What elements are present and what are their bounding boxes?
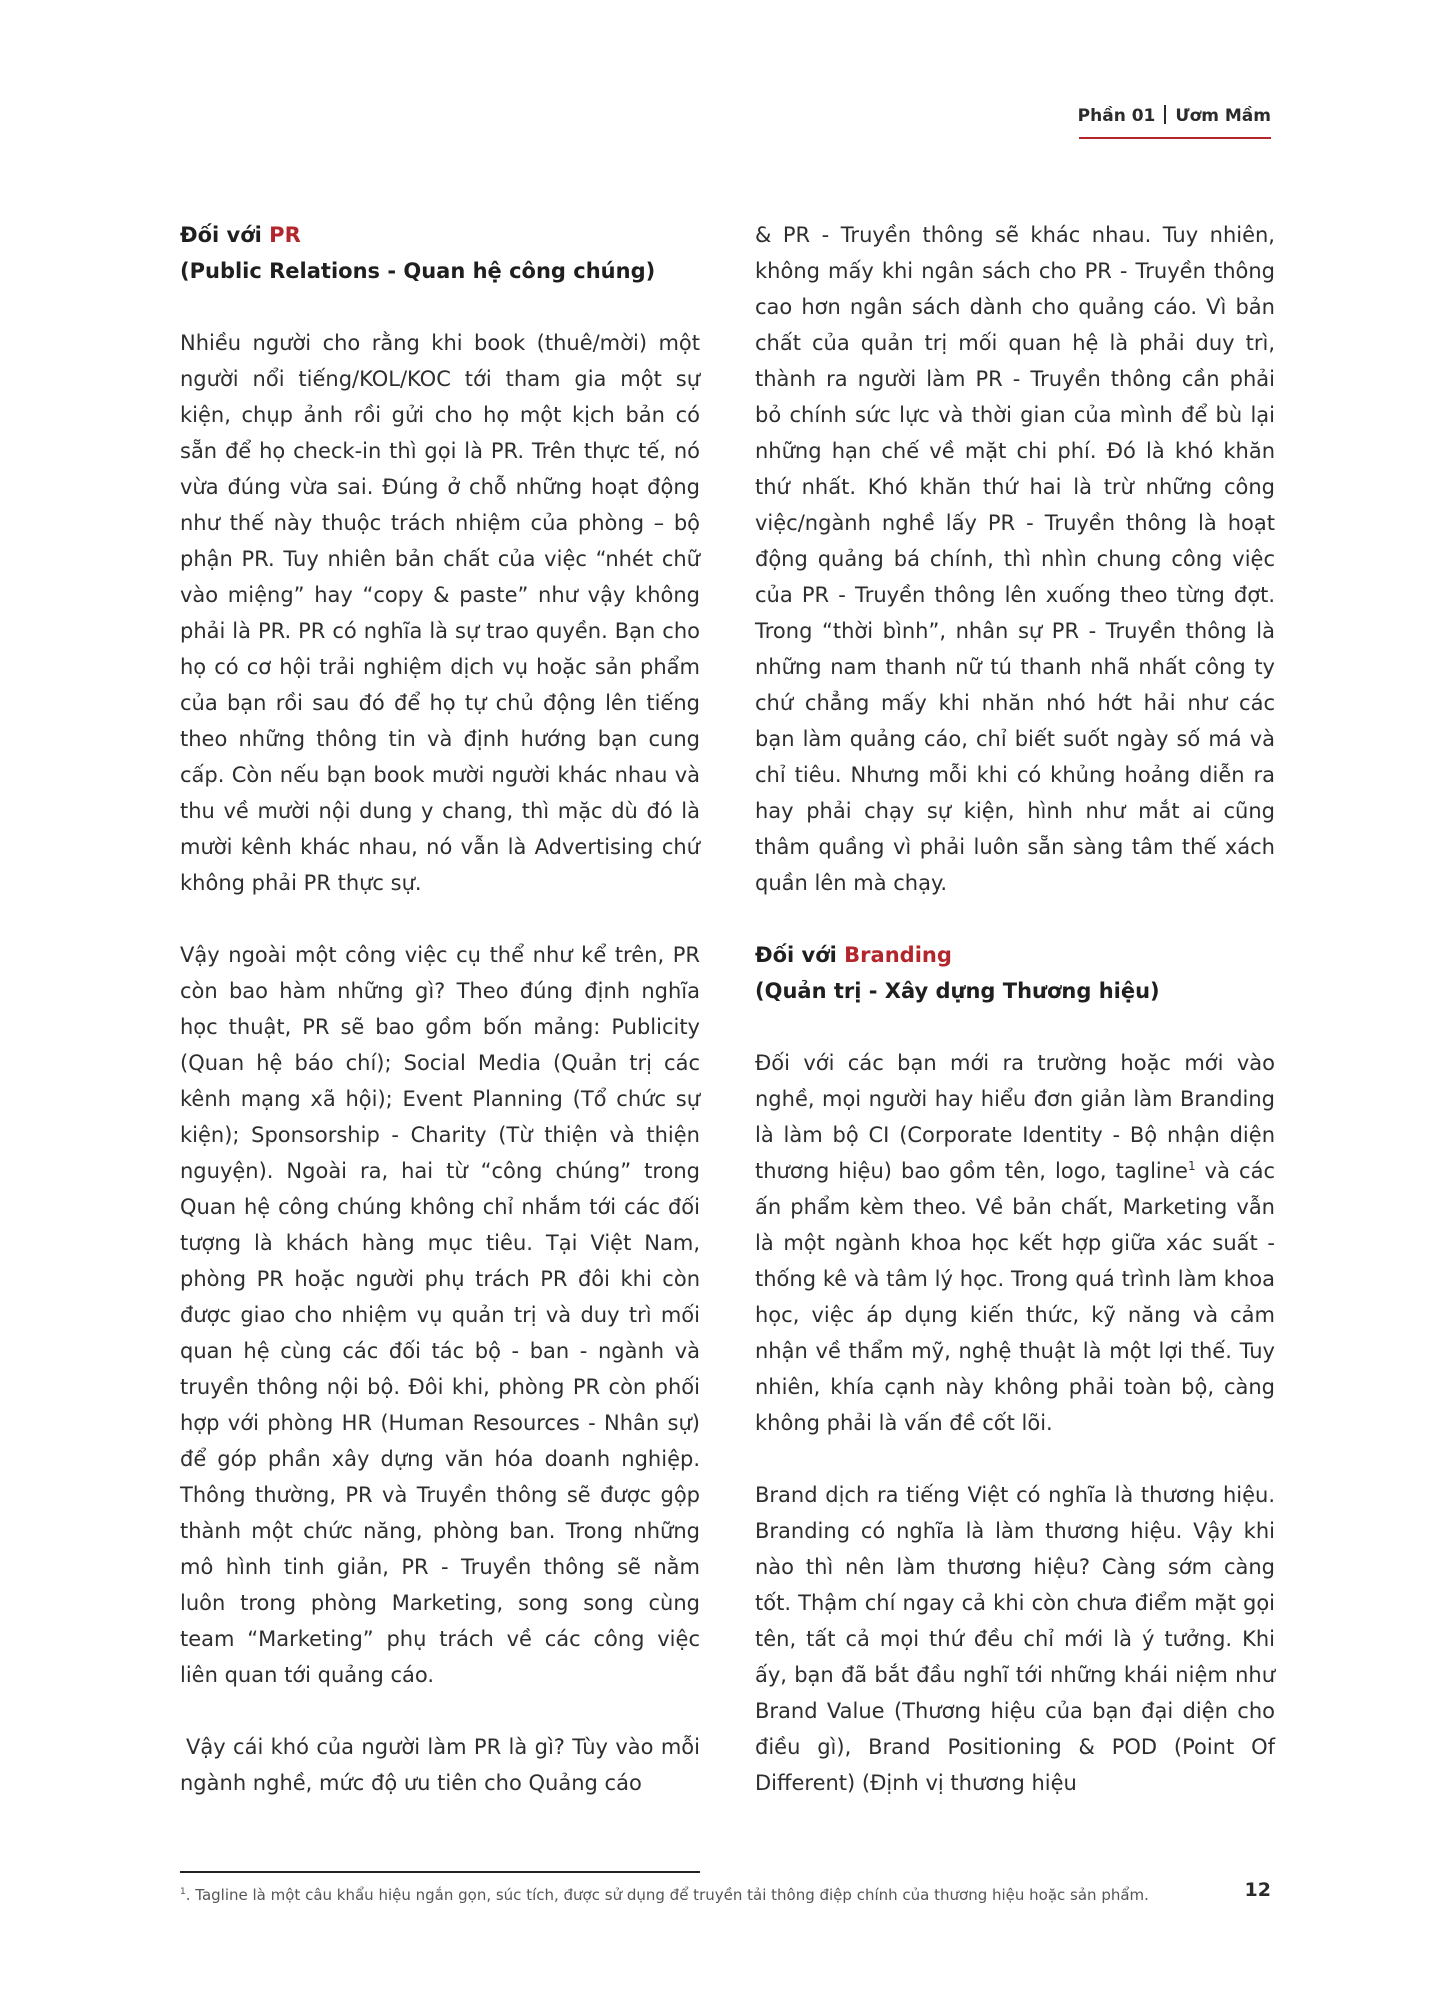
header-underline bbox=[1079, 137, 1271, 139]
footnote-divider bbox=[180, 1871, 700, 1873]
footnote-marker: 1 bbox=[180, 1887, 186, 1897]
pr-paragraph-3: Vậy cái khó của người làm PR là gì? Tùy vào mỗi ngành nghề, mức độ ưu tiên cho Quảng cáo bbox=[180, 1735, 700, 1795]
footnote-reference: 1 bbox=[1187, 1159, 1196, 1173]
page-number: 12 bbox=[1244, 1879, 1271, 1901]
pr-heading-block bbox=[180, 217, 700, 289]
pr-paragraph-continued: & PR - Truyền thông sẽ khác nhau. Tuy nhiên, không mấy khi ngân sách cho PR - Truyền thông cao hơn ngân sách dành cho quảng cáo. Vì bản chất của quản trị mối quan hệ là phải duy trì, thành ra người làm PR - Truyền thông cần phải bỏ chính sức lực và thời gian của mình để bù lại những hạn chế về mặt chi phí. Đó là khó khăn thứ nhất. Khó khăn thứ hai là trừ những công việc/ngành nghề lấy PR - Truyền thông là hoạt động quảng bá chính, thì nhìn chung công việc của PR - Truyền thông lên xuống theo từng đợt. Trong “thời bình”, nhân sự PR - Truyền thông là những nam thanh nữ tú thanh nhã nhất công ty chứ chẳng mấy khi nhăn nhó hớt hải như các bạn làm quảng cáo, chỉ biết suốt ngày số má và chỉ tiêu. Nhưng mỗi khi có khủng hoảng diễn ra hay phải chạy sự kiện, hình như mắt ai cũng thâm quầng vì phải luôn sẵn sàng tâm thế xách quần lên mà chạy. bbox=[755, 223, 1275, 895]
header-separator bbox=[1164, 105, 1166, 124]
branding-paragraph-1-start: Đối với các bạn mới ra trường hoặc mới vào nghề, mọi người hay hiểu đơn giản làm Branding là làm bộ CI (Corporate Identity - Bộ nhận diện thương hiệu) bao gồm tên, logo, tagline bbox=[755, 1051, 1275, 1183]
pr-paragraph-2: Vậy ngoài một công việc cụ thể như kể trên, PR còn bao hàm những gì? Theo đúng định nghĩa học thuật, PR sẽ bao gồm bốn mảng: Publicity (Quan hệ báo chí); Social Media (Quản trị các kênh mạng xã hội); Event Planning (Tổ chức sự kiện); Sponsorship - Charity (Từ thiện và thiện nguyện). Ngoài ra, hai từ “công chúng” trong Quan hệ công chúng không chỉ nhắm tới các đối tượng là khách hàng mục tiêu. Tại Việt Nam, phòng PR hoặc người phụ trách PR đôi khi còn được giao cho nhiệm vụ quản trị và duy trì mối quan hệ cùng các đối tác bộ - ban - ngành và truyền thông nội bộ. Đôi khi, phòng PR còn phối hợp với phòng HR (Human Resources - Nhân sự) để góp phần xây dựng văn hóa doanh nghiệp. Thông thường, PR và Truyền thông sẽ được gộp thành một chức năng, phòng ban. Trong những mô hình tinh giản, PR - Truyền thông sẽ nằm luôn trong phòng Marketing, song song cùng team “Marketing” phụ trách về các công việc liên quan tới quảng cáo. bbox=[180, 943, 700, 1687]
right-column bbox=[755, 217, 1275, 1837]
branding-paragraph-1-end: và các ấn phẩm kèm theo. Về bản chất, Marketing vẫn là một ngành khoa học kết hợp giữa xác suất - thống kê và tâm lý học. Trong quá trình làm khoa học, việc áp dụng kiến thức, kỹ năng và cảm nhận về thẩm mỹ, nghệ thuật là một lợi thế. Tuy nhiên, khía cạnh này không phải toàn bộ, càng không phải là vấn đề cốt lõi. bbox=[755, 1159, 1275, 1435]
pr-heading-accent: PR bbox=[269, 223, 301, 247]
left-column bbox=[180, 217, 700, 1837]
running-header bbox=[1071, 101, 1271, 141]
footnote bbox=[180, 1886, 1149, 1904]
section-label: Phần 01 bbox=[1077, 106, 1156, 126]
branding-heading-prefix: Đối với bbox=[755, 943, 845, 967]
branding-heading-block bbox=[755, 937, 1275, 1009]
pr-paragraph-1: Nhiều người cho rằng khi book (thuê/mời) một người nổi tiếng/KOL/KOC tới tham gia một sự kiện, chụp ảnh rồi gửi cho họ một kịch bản có sẵn để họ check-in thì gọi là PR. Trên thực tế, nó vừa đúng vừa sai. Đúng ở chỗ những hoạt động như thế này thuộc trách nhiệm của phòng – bộ phận PR. Tuy nhiên bản chất của việc “nhét chữ vào miệng” hay “copy & paste” như vậy không phải là PR. PR có nghĩa là sự trao quyền. Bạn cho họ có cơ hội trải nghiệm dịch vụ hoặc sản phẩm của bạn rồi sau đó để họ tự chủ động lên tiếng theo những thông tin và định hướng bạn cung cấp. Còn nếu bạn book mười người khác nhau và thu về mười nội dung y chang, thì mặc dù đó là mười kênh khác nhau, nó vẫn là Advertising chứ không phải PR thực sự. bbox=[180, 331, 700, 895]
branding-heading-accent: Branding bbox=[844, 943, 952, 967]
branding-subheading: (Quản trị - Xây dựng Thương hiệu) bbox=[755, 979, 1160, 1003]
footnote-text: . Tagline là một câu khẩu hiệu ngắn gọn, súc tích, được sử dụng để truyền tải thông điệp chính của thương hiệu hoặc sản phẩm. bbox=[185, 1886, 1149, 1904]
pr-heading bbox=[180, 217, 700, 253]
branding-paragraph-2: Brand dịch ra tiếng Việt có nghĩa là thương hiệu. Branding có nghĩa là làm thương hiệu. Vậy khi nào thì nên làm thương hiệu? Càng sớm càng tốt. Thậm chí ngay cả khi còn chưa điểm mặt gọi tên, tất cả mọi thứ đều chỉ mới là ý tưởng. Khi ấy, bạn đã bắt đầu nghĩ tới những khái niệm như Brand Value (Thương hiệu của bạn đại diện cho điều gì), Brand Positioning & POD (Point Of Different) (Định vị thương hiệu bbox=[755, 1483, 1275, 1795]
chapter-label: Ươm Mầm bbox=[1175, 106, 1271, 126]
pr-subheading: (Public Relations - Quan hệ công chúng) bbox=[180, 259, 656, 283]
running-header-text bbox=[1078, 105, 1271, 126]
branding-paragraph-1 bbox=[755, 1045, 1275, 1441]
branding-heading bbox=[755, 937, 1275, 973]
pr-heading-prefix: Đối với bbox=[180, 223, 270, 247]
